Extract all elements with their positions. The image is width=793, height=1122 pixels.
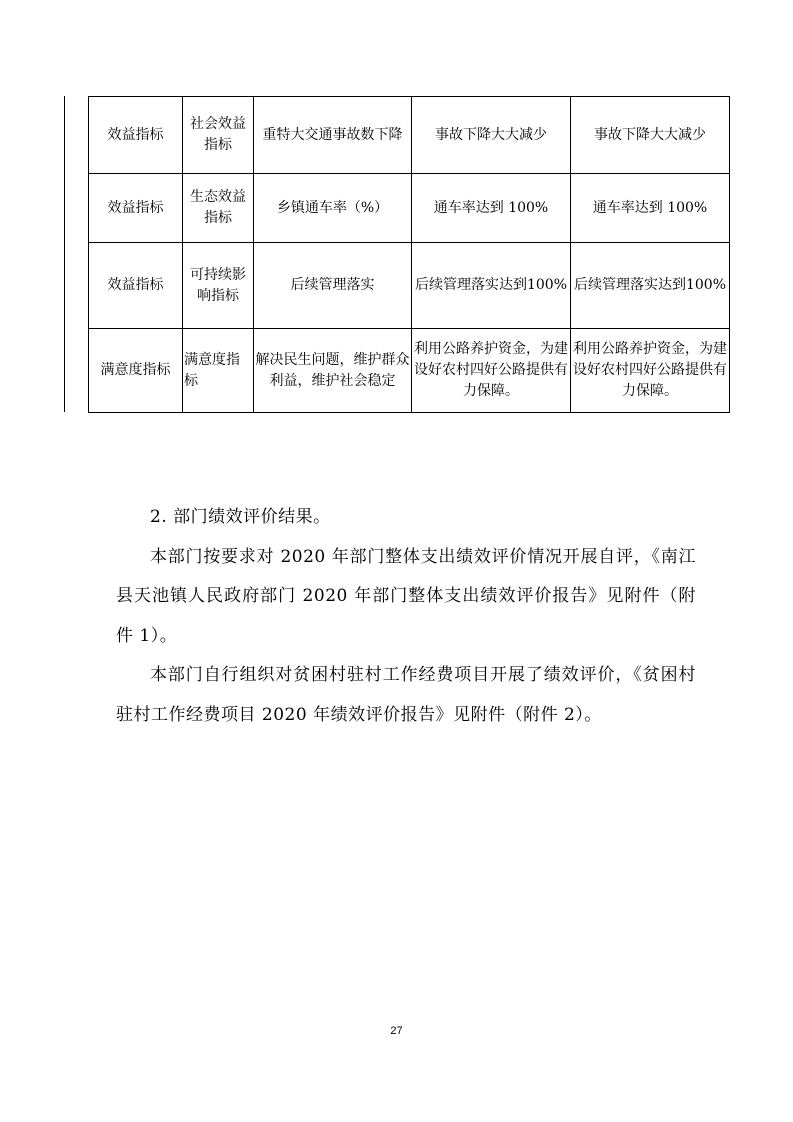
section-heading: 2. 部门绩效评价结果。: [150, 507, 331, 527]
performance-indicator-table: [88, 96, 730, 413]
table-row: [89, 174, 730, 243]
level2-indicator-cell: 可持续影响指标: [183, 243, 254, 329]
page-number: 27: [390, 1025, 403, 1037]
target-value-cell: 事故下降大大减少: [412, 97, 571, 174]
target-value-cell: 后续管理落实达到100%: [412, 243, 571, 329]
level2-indicator-cell: 生态效益指标: [183, 174, 254, 243]
margin-rule: [64, 96, 65, 412]
indicator-name-cell: 重特大交通事故数下降: [254, 97, 412, 174]
table-row: [89, 329, 730, 413]
table-row: [89, 243, 730, 329]
actual-value-cell: 通车率达到 100%: [571, 174, 730, 243]
paragraph-project-evaluation: 本部门自行组织对贫困村驻村工作经费项目开展了绩效评价，《贫困村驻村工作经费项目 2020 年绩效评价报告》见附件（附件 2）。: [116, 665, 696, 725]
paragraph-department-self-evaluation: 本部门按要求对 2020 年部门整体支出绩效评价情况开展自评，《南江县天池镇人民政府部门 2020 年部门整体支出绩效评价报告》见附件（附件 1）。: [116, 546, 696, 646]
actual-value-cell: 事故下降大大减少: [571, 97, 730, 174]
level2-indicator-cell: 社会效益指标: [183, 97, 254, 174]
level1-indicator-cell: 效益指标: [89, 97, 183, 174]
actual-value-cell: 后续管理落实达到100%: [571, 243, 730, 329]
level1-indicator-cell: 效益指标: [89, 174, 183, 243]
target-value-cell: 通车率达到 100%: [412, 174, 571, 243]
level1-indicator-cell: 效益指标: [89, 243, 183, 329]
level1-indicator-cell: 满意度指标: [89, 329, 183, 413]
target-value-cell: 利用公路养护资金，为建设好农村四好公路提供有力保障。: [412, 329, 571, 413]
level2-indicator-cell: 满意度指标: [183, 329, 254, 413]
indicator-name-cell: 解决民生问题，维护群众利益，维护社会稳定: [254, 329, 412, 413]
section-body: [116, 498, 696, 735]
table-row: [89, 97, 730, 174]
actual-value-cell: 利用公路养护资金，为建设好农村四好公路提供有力保障。: [571, 329, 730, 413]
indicator-name-cell: 后续管理落实: [254, 243, 412, 329]
indicator-name-cell: 乡镇通车率（%）: [254, 174, 412, 243]
